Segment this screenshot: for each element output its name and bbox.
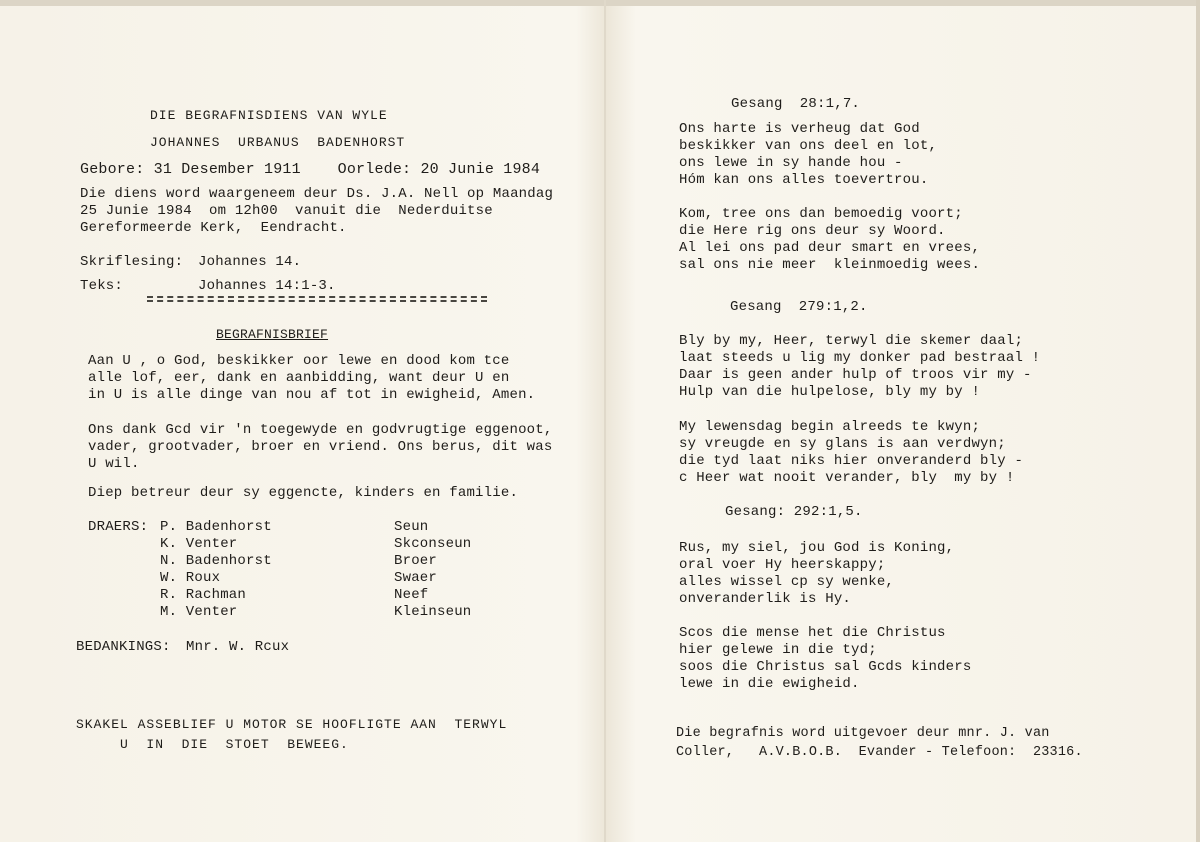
bearer-relation: Seun xyxy=(394,519,429,535)
separator-rule xyxy=(147,296,487,302)
hymn-3-verse-2-line: Scos die mense het die Christus xyxy=(679,625,946,641)
hymn-3-verse-2-line: hier gelewe in die tyd; xyxy=(679,642,877,658)
service-line-1: Die diens word waargeneem deur Ds. J.A. Nell op Maandag xyxy=(80,186,554,202)
hymn-3-title: Gesang: 292:1,5. xyxy=(725,504,863,520)
hymn-1-verse-1-line: ons lewe in sy hande hou - xyxy=(679,155,903,171)
bearer-name: R. Rachman xyxy=(160,587,247,603)
hymn-1-verse-2-line: Al lei ons pad deur smart en vrees, xyxy=(679,240,981,256)
brief-p2-line-3: U wil. xyxy=(88,456,140,472)
thanks-label: BEDANKINGS: xyxy=(76,639,171,655)
hymn-2-verse-2-line: die tyd laat niks hier onveranderd bly - xyxy=(679,453,1024,469)
brief-p3: Diep betreur deur sy eggencte, kinders en familie. xyxy=(88,485,519,501)
hymn-1-verse-2-line: Kom, tree ons dan bemoedig voort; xyxy=(679,206,963,222)
brief-heading: BEGRAFNISBRIEF xyxy=(216,327,329,342)
hymn-1-title: Gesang 28:1,7. xyxy=(731,96,861,112)
bearer-relation: Kleinseun xyxy=(394,604,472,620)
bearer-name: P. Badenhorst xyxy=(160,519,272,535)
undertaker-line-1: Die begrafnis word uitgevoer deur mnr. J. van xyxy=(676,726,1050,741)
service-title: DIE BEGRAFNISDIENS VAN WYLE xyxy=(150,108,388,123)
brief-p1-line-3: in U is alle dinge van nou af tot in ewigheid, Amen. xyxy=(88,387,536,403)
hymn-2-verse-1-line: Bly by my, Heer, terwyl die skemer daal; xyxy=(679,333,1024,349)
hymn-1-verse-1-line: beskikker van ons deel en lot, xyxy=(679,138,938,154)
brief-p2-line-1: Ons dank Gcd vir 'n toegewyde en godvrugtige eggenoot, xyxy=(88,422,553,438)
bearer-relation: Neef xyxy=(394,587,429,603)
hymn-2-verse-2-line: sy vreugde en sy glans is aan verdwyn; xyxy=(679,436,1006,452)
hymn-3-verse-1-line: Rus, my siel, jou God is Koning, xyxy=(679,540,955,556)
headlights-notice-line-1: SKAKEL ASSEBLIEF U MOTOR SE HOOFLIGTE AAN TERWYL xyxy=(76,717,508,732)
bearer-relation: Swaer xyxy=(394,570,438,586)
hymn-3-verse-2-line: lewe in die ewigheid. xyxy=(679,676,860,692)
hymn-1-verse-2-line: die Here rig ons deur sy Woord. xyxy=(679,223,946,239)
bearers-label: DRAERS: xyxy=(88,519,149,535)
paper-top-edge xyxy=(0,0,1200,6)
service-line-2: 25 Junie 1984 om 12h00 vanuit die Nederduitse xyxy=(80,203,493,219)
hymn-1-verse-1-line: Ons harte is verheug dat God xyxy=(679,121,920,137)
birth-death-dates: Gebore: 31 Desember 1911 Oorlede: 20 Junie 1984 xyxy=(80,161,541,178)
bearer-relation: Broer xyxy=(394,553,438,569)
hymn-2-verse-1-line: Daar is geen ander hulp of troos vir my - xyxy=(679,367,1032,383)
hymn-3-verse-1-line: onveranderlik is Hy. xyxy=(679,591,852,607)
undertaker-line-2: Coller, A.V.B.O.B. Evander - Telefoon: 23316. xyxy=(676,745,1083,760)
paper-fold-line xyxy=(604,0,606,842)
hymn-3-verse-2-line: soos die Christus sal Gcds kinders xyxy=(679,659,972,675)
bearer-name: M. Venter xyxy=(160,604,238,620)
service-line-3: Gereformeerde Kerk, Eendracht. xyxy=(80,220,347,236)
hymn-1-verse-1-line: Hóm kan ons alles toevertrou. xyxy=(679,172,929,188)
hymn-2-verse-1-line: Hulp van die hulpelose, bly my by ! xyxy=(679,384,981,400)
paper-right-edge xyxy=(1196,0,1200,842)
text-value: Johannes 14:1-3. xyxy=(198,278,336,294)
reading-value: Johannes 14. xyxy=(198,254,302,270)
thanks-value: Mnr. W. Rcux xyxy=(186,639,290,655)
bearer-relation: Skconseun xyxy=(394,536,472,552)
hymn-2-verse-2-line: My lewensdag begin alreeds te kwyn; xyxy=(679,419,981,435)
hymn-1-verse-2-line: sal ons nie meer kleinmoedig wees. xyxy=(679,257,981,273)
deceased-name: JOHANNES URBANUS BADENHORST xyxy=(150,135,406,150)
bearer-name: N. Badenhorst xyxy=(160,553,272,569)
hymn-3-verse-1-line: oral voer Hy heerskappy; xyxy=(679,557,886,573)
bearer-name: W. Roux xyxy=(160,570,221,586)
text-label: Teks: xyxy=(80,278,124,294)
reading-label: Skriflesing: xyxy=(80,254,184,270)
brief-p1-line-2: alle lof, eer, dank en aanbidding, want deur U en xyxy=(88,370,510,386)
hymn-2-verse-2-line: c Heer wat nooit verander, bly my by ! xyxy=(679,470,1015,486)
brief-p2-line-2: vader, grootvader, broer en vriend. Ons berus, dit was xyxy=(88,439,553,455)
hymn-2-title: Gesang 279:1,2. xyxy=(730,299,868,315)
bearer-name: K. Venter xyxy=(160,536,238,552)
brief-p1-line-1: Aan U , o God, beskikker oor lewe en dood kom tce xyxy=(88,353,510,369)
hymn-2-verse-1-line: laat steeds u lig my donker pad bestraal ! xyxy=(679,350,1041,366)
headlights-notice-line-2: U IN DIE STOET BEWEEG. xyxy=(120,737,349,752)
hymn-3-verse-1-line: alles wissel cp sy wenke, xyxy=(679,574,895,590)
